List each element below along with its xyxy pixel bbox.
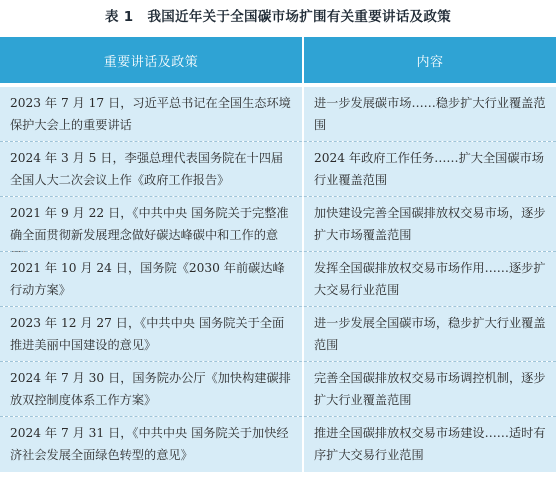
table-row [0, 307, 556, 362]
table-header [0, 37, 556, 83]
policy-cell: 2021 年 9 月 22 日，《中共中央 国务院关于完整准确全面贯彻新发展理念做好碳达峰碳中和工作的意 [0, 197, 302, 251]
table-row [0, 197, 556, 252]
table-row [0, 362, 556, 417]
table-row [0, 417, 556, 472]
content-cell: 进一步发展全国碳市场，稳步扩大行业覆盖范围 [304, 307, 556, 361]
content-cell: 推进全国碳排放权交易市场建设……适时有序扩大交易行业范围 [304, 417, 556, 472]
content-cell: 完善全国碳排放权交易市场调控机制，逐步扩大行业覆盖范围 [304, 362, 556, 416]
table-title: 我国近年关于全国碳市场扩围有关重要讲话及政策 [147, 9, 452, 25]
policy-cell: 2024 年 3 月 5 日，李强总理代表国务院在十四届全国人大二次会议上作《政府工作报告》 [0, 142, 302, 196]
content-cell: 进一步发展碳市场……稳步扩大行业覆盖范围 [304, 87, 556, 141]
header-policy: 重要讲话及政策 [0, 37, 302, 83]
table-row [0, 142, 556, 197]
header-content: 内容 [304, 37, 556, 83]
policy-cell: 2024 年 7 月 30 日，国务院办公厅《加快构建碳排放双控制度体系工作方案》 [0, 362, 302, 416]
table-caption [0, 5, 556, 25]
table-row [0, 252, 556, 307]
policy-table [0, 37, 556, 472]
policy-cell: 2021 年 10 月 24 日，国务院《2030 年前碳达峰行动方案》 [0, 252, 302, 306]
policy-cell: 2023 年 7 月 17 日，习近平总书记在全国生态环境保护大会上的重要讲话 [0, 87, 302, 141]
content-cell: 加快建设完善全国碳排放权交易市场，逐步扩大市场覆盖范围 [304, 197, 556, 251]
content-cell: 2024 年政府工作任务……扩大全国碳市场行业覆盖范围 [304, 142, 556, 196]
content-cell: 发挥全国碳排放权交易市场作用……逐步扩大交易行业范围 [304, 252, 556, 306]
policy-cell: 2024 年 7 月 31 日，《中共中央 国务院关于加快经济社会发展全面绿色转型的意见》 [0, 417, 302, 472]
table-row [0, 87, 556, 142]
table-number: 表 1 [104, 9, 134, 25]
policy-cell: 2023 年 12 月 27 日，《中共中央 国务院关于全面推进美丽中国建设的意见》 [0, 307, 302, 361]
